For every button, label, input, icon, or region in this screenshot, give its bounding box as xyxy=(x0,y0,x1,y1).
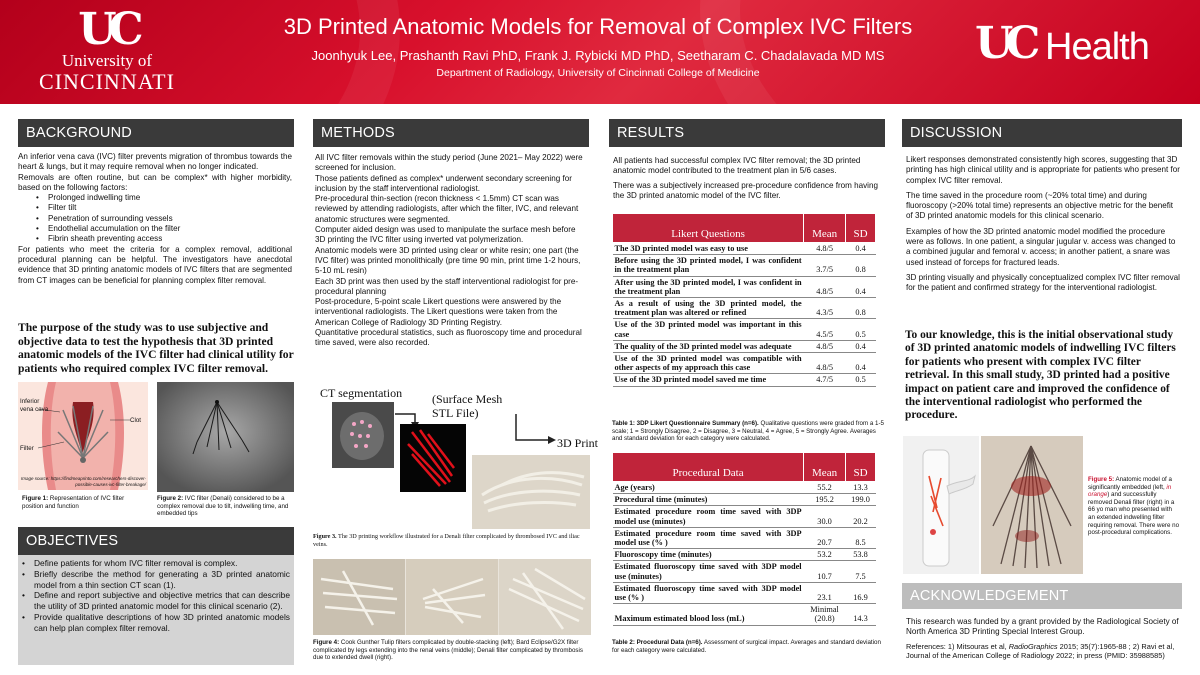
table-row: Procedural time (minutes) 195.2 199.0 xyxy=(613,494,876,506)
table-row: After using the 3D printed model, I was confident in the treatment plan 4.8/5 0.4 xyxy=(613,276,876,297)
methods-p: Those patients defined as complex* underwent secondary screening for inclusion by the staff interventional radiologist. xyxy=(315,173,572,193)
references: References: 1) Mitsouras et al, RadioGraphics 2015; 35(7):1965-88 ; 2) Ravi et al, Journal of the American College of Radiology 2022; in press (PMID: 35988585) xyxy=(906,642,1175,661)
likert-header-mean: Mean xyxy=(804,214,846,243)
methods-text xyxy=(315,153,587,349)
poster-header xyxy=(0,0,1200,104)
likert-header-question: Likert Questions xyxy=(613,214,804,243)
list-item: • Fibrin sheath preventing access xyxy=(36,234,292,244)
table-row: Estimated procedure room time saved with 3DP model use (% ) 20.7 8.5 xyxy=(613,527,876,548)
procedural-header-metric: Procedural Data xyxy=(613,453,804,482)
figure-1-ivc-illustration xyxy=(18,382,148,490)
uc-logo xyxy=(22,4,192,98)
uc-health-mark-icon: UC xyxy=(975,18,1033,69)
background-text xyxy=(18,152,292,286)
logo-line-cincinnati: CINCINNATI xyxy=(39,69,175,94)
discussion-text xyxy=(906,155,1180,294)
table-row: Use of the 3D printed model saved me time 4.7/5 0.5 xyxy=(613,374,876,386)
table-row: Estimated procedure room time saved with 3DP model use (minutes) 30.0 20.2 xyxy=(613,506,876,527)
arrow-icon xyxy=(512,414,558,446)
list-item: • Briefly describe the method for generating a 3D printed anatomic model from a thin section CT scan (1). xyxy=(22,569,290,591)
list-item: • Provide qualitative descriptions of how 3D printed anatomic models can help plan complex filter removal. xyxy=(22,612,290,634)
table-row: Before using the 3D printed model, I was confident in the treatment plan 3.7/5 0.8 xyxy=(613,255,876,276)
list-item: • Filter tilt xyxy=(36,203,292,213)
methods-p: Anatomic models were 3D printed using clear or white resin; one part (the IVC filter) was printed monolithically (pre time 90 min, print time 1-2 hours, 5-10 mL resin) xyxy=(315,245,581,276)
background-p1: An inferior vena cava (IVC) filter prevents migration of thrombus towards the heart & lungs, but it may require removal when no longer indicated. xyxy=(18,152,292,172)
ct-segmentation-image xyxy=(332,402,394,468)
likert-table xyxy=(612,213,876,387)
list-item: • Prolonged indwelling time xyxy=(36,193,292,203)
workflow-mesh-label: (Surface Mesh STL File) xyxy=(432,392,503,420)
table-row: The quality of the 3D printed model was adequate 4.8/5 0.4 xyxy=(613,340,876,352)
results-p2: There was a subjectively increased pre-procedure confidence from having the 3D printed anatomic model of the IVC filter. xyxy=(613,180,878,200)
logo-line-university: University of xyxy=(61,51,153,70)
objectives-text xyxy=(22,558,290,634)
discussion-p: 3D printing visually and physically conceptualized complex IVC filter removal for the patient and confirmed strategy for the interventional radiologist. xyxy=(906,272,1180,293)
figure-3-caption: Figure 3. The 3D printing workflow illustrated for a Denali filter complicated by thrombosed IVC and iliac veins. xyxy=(313,533,580,548)
objectives-heading: OBJECTIVES xyxy=(18,527,294,555)
uc-health-wordmark: Health xyxy=(1045,26,1149,68)
discussion-p: The time saved in the procedure room (~20% total time) and during fluoroscopy (>20% total time) represents an objective metric for the benefit of 3D printed anatomic models for this clinical scenario. xyxy=(906,190,1173,221)
methods-p: All IVC filter removals within the study period (June 2021– May 2022) were screened for inclusion. xyxy=(315,153,583,173)
workflow-ct-label: CT segmentation xyxy=(320,386,403,400)
list-item: • Endothelial accumulation on the filter xyxy=(36,224,292,234)
methods-p: Pre-procedural thin-section (recon thickness < 1.5mm) CT scan was reviewed by attending radiologists, after which the filter, IVC, and relevant anatomic structures were segmented. xyxy=(315,194,579,224)
discussion-p: Examples of how the 3D printed anatomic model modified the procedure were as follows. In one patient, a singular jugular v. access was changed to a combined jugular and femoral v. access; in another patient, a snare was used instead of forceps for fractured leads. xyxy=(906,226,1176,267)
methods-p: Post-procedure, 5-point scale Likert questions were answered by the interventional radiologists. The Likert questions were taken from the American College of Radiology 3D Printing Registry. xyxy=(315,297,562,327)
label-filter: Filter xyxy=(20,445,34,452)
procedural-header-sd: SD xyxy=(846,453,876,482)
table-2-caption: Table 2: Procedural Data (n=6). Assessment of surgical impact. Averages and standard deviation for each category were calculated. xyxy=(612,639,881,654)
figure-2-xray xyxy=(157,382,294,492)
list-item: • Define patients for whom IVC filter removal is complex. xyxy=(22,558,290,569)
discussion-p: Likert responses demonstrated consistently high scores, suggesting that 3D printing has high clinical utility and is appropriate for patients who present for complex IVC filter removal. xyxy=(906,155,1180,185)
table-row: Estimated fluoroscopy time saved with 3DP model use (% ) 23.1 16.9 xyxy=(613,582,876,603)
table-row: Use of the 3D printed model was important in this case 4.5/5 0.5 xyxy=(613,319,876,340)
figure-5-caption: Figure 5: Anatomic model of a significantly embedded (left, in orange) and successfully removed Denali filter (right) in a 66 yo man who presented with an extended indwelling filter requiring removal. There were no post-procedural complications. xyxy=(1088,476,1180,537)
table-row: As a result of using the 3D printed model, the treatment plan was altered or refined 4.3/5 0.8 xyxy=(613,298,876,319)
likert-header-sd: SD xyxy=(846,214,876,243)
procedural-header-mean: Mean xyxy=(804,453,846,482)
figure-1-source: Image source: https://findmeaprinto.com/researchers-discover-possible-causes-ivc-filter-breakage/ xyxy=(21,476,146,487)
figure-5-model xyxy=(903,436,979,574)
acknowledgement-text: This research was funded by a grant provided by the Radiological Society of North America 3D Printing Special Interest Group. xyxy=(906,617,1179,637)
conclusion-statement: To our knowledge, this is the initial observational study of 3D printed anatomic models of indwelling IVC filters for patients who present with complex IVC filter retrieval. In this small study, 3D printed had a positive impact on patient care and improved the confidence of the interventional radiologist who performed the procedure. xyxy=(905,329,1176,422)
table-row: Estimated fluoroscopy time saved with 3DP model use (minutes) 10.7 7.5 xyxy=(613,561,876,582)
table-row: The 3D printed model was easy to use 4.8/5 0.4 xyxy=(613,243,876,255)
methods-p: Each 3D print was then used by the staff interventional radiologist for pre-procedural planning xyxy=(315,276,579,296)
department: Department of Radiology, University of Cincinnati College of Medicine xyxy=(436,67,760,79)
background-heading: BACKGROUND xyxy=(18,119,294,147)
uc-health-logo xyxy=(975,18,1180,78)
poster-title: 3D Printed Anatomic Models for Removal of Complex IVC Filters xyxy=(283,14,913,39)
surface-mesh-image xyxy=(400,424,466,492)
list-item: • Define and report subjective and objective metrics that can describe the utility of 3D printed anatomic model for this clinical scenario (2). xyxy=(22,590,290,612)
methods-p: Quantitative procedural statistics, such as fluoroscopy time and procedural time saved, were also recorded. xyxy=(315,328,582,348)
background-p2: Removals are often routine, but can be complex* with higher morbidity, based on the following factors: xyxy=(18,172,292,192)
table-1-caption: Table 1: 3DP Likert Questionnaire Summary (n=6). Qualitative questions were graded from a 1-5 scale; 1 = Strongly Disagree, 2 = Disagree, 3 = Neutral, 4 = Agree, 5 = Strongly Agree. Averages and standard deviation for each category were calculated. xyxy=(612,420,884,443)
figure-2-caption: Figure 2: IVC filter (Denali) considered to be a complex removal due to tilt, indwelling time, and embedded tips xyxy=(157,495,289,518)
results-text xyxy=(613,156,885,201)
title-block xyxy=(200,12,996,80)
figure-5-removed-filter xyxy=(981,436,1083,574)
figure-4-models xyxy=(313,559,591,635)
methods-p: Computer aided design was used to manipulate the surface mesh before 3D printing the IVC filter using inverted vat polymerization. xyxy=(315,225,576,245)
objectives-list xyxy=(22,558,290,634)
table-row: Age (years) 55.2 13.3 xyxy=(613,482,876,494)
3d-print-image xyxy=(472,455,590,529)
table-row: Use of the 3D printed model was compatible with other aspects of my approach this case 4.8/5 0.4 xyxy=(613,353,876,374)
results-p1: All patients had successful complex IVC filter removal; the 3D printed anatomic model contributed to the treatment plan in 5/6 cases. xyxy=(613,156,861,176)
purpose-statement: The purpose of the study was to use subjective and objective data to test the hypothesis that 3D printed anatomic models of the IVC filter had clinical utility for patients who required complex IVC filter removal. xyxy=(18,321,294,375)
results-heading: RESULTS xyxy=(609,119,885,147)
list-item: • Penetration of surrounding vessels xyxy=(36,214,292,224)
table-row: Maximum estimated blood loss (mL) Minimal (20.8) 14.3 xyxy=(613,604,876,625)
figure-4-caption: Figure 4: Cook Gunther Tulip filters complicated by double-stacking (left); Bard Eclipse/G2X filter complicated by legs extending into the renal veins (middle); Denali filter complicated by thrombosis due to extended dwell (right). xyxy=(313,639,583,662)
procedural-table xyxy=(612,452,876,626)
figure-1-caption: Figure 1: Representation of IVC filter position and function xyxy=(22,495,125,510)
acknowledgement-heading: ACKNOWLEDGEMENT xyxy=(902,583,1182,609)
workflow-print-label: 3D Print xyxy=(557,436,599,450)
label-clot: Clot xyxy=(130,417,142,424)
label-ivc: Inferior vena cava xyxy=(20,398,49,413)
uc-mark-icon: UC xyxy=(78,4,136,55)
table-row: Fluoroscopy time (minutes) 53.2 53.8 xyxy=(613,549,876,561)
methods-heading: METHODS xyxy=(313,119,589,147)
complex-factors-list xyxy=(18,193,292,244)
authors: Joonhyuk Lee, Prashanth Ravi PhD, Frank J. Rybicki MD PhD, Seetharam C. Chadalavada MD MS xyxy=(311,48,885,63)
discussion-heading: DISCUSSION xyxy=(902,119,1182,147)
background-p3: For patients who meet the criteria for a complex removal, additional procedural planning can be helpful. The investigators have anecdotal evidence that 3D printing anatomic models of IVC filters that are segmented from CT images can be beneficial for planning complex filter removal. xyxy=(18,244,292,285)
